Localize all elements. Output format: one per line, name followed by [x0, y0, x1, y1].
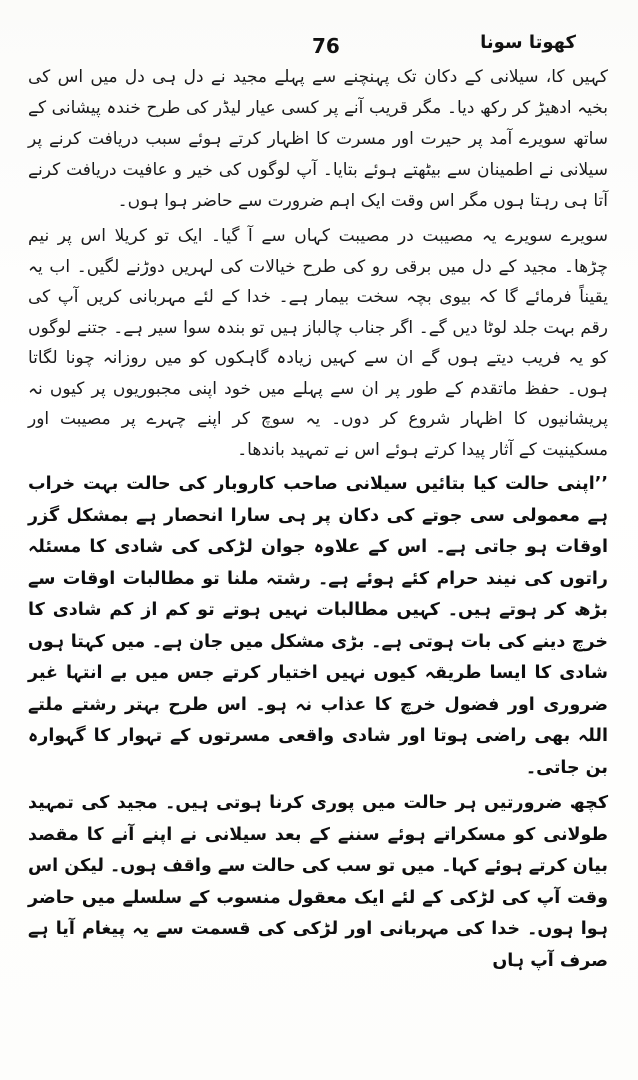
paragraph: کہیں کا، سیلانی کے دکان تک پہنچنے سے پہلے مجید نے دل ہی دل میں اس کی بخیہ ادھیڑ کر رکھ دیا۔ مگر قریب آنے پر کسی عیار لیڈر کی طرح خندہ پیشانی کے ساتھ سویرے آمد پر حیرت اور مسرت کا اظہار کرتے ہوئے سبب دریافت کرنے پر سیلانی نے اطمینان سے بیٹھتے ہوئے بتایا۔ آپ لوگوں کی خیر و عافیت دریافت کرنے آتا ہی رہتا ہوں مگر اس وقت ایک اہم ضرورت سے حاضر ہوا ہوں۔: [28, 67, 608, 211]
paragraph: کچھ ضرورتیں ہر حالت میں پوری کرنا ہوتی ہیں۔ مجید کی تمہید طولانی کو مسکراتے ہوئے سننے کے بعد سیلانی نے اپنے آنے کا مقصد بیان کرتے ہوئے کہا۔ میں تو سب کی حالت سے واقف ہوں۔ لیکن اس وقت آپ کی لڑکی کے لئے ایک معقول منسوب کے سلسلے میں حاضر ہوا ہوں۔ خدا کی مہربانی اور لڑکی کی قسمت سے یہ پیغام آیا ہے صرف آپ ہاں: [28, 793, 608, 971]
page-number: 76: [312, 34, 340, 58]
paragraph: ’’اپنی حالت کیا بتائیں سیلانی صاحب کاروبار کی حالت بہت خراب ہے معمولی سی جوتے کی دکان پر ہی سارا انحصار ہے بمشکل گزر اوقات ہو جاتی ہے۔ اس کے علاوہ جوان لڑکی کی شادی کا مسئلہ راتوں کی نیند حرام کئے ہوئے ہے۔ رشتہ ملنا تو مطالبات اوقات سے بڑھ کر ہوتے ہیں۔ کہیں مطالبات نہیں ہوتے تو کم از کم شادی کا خرچ دینے کی بات ہوتی ہے۔ بڑی مشکل میں جان ہے۔ میں کہتا ہوں شادی کا ایسا طریقہ کیوں نہیں اختیار کرتے جس میں بے انتہا غیر ضروری اور فضول خرچ کا عذاب نہ ہو۔ اس طرح بہتر رشتے ملتے اللہ بھی راضی ہوتا اور شادی واقعی مسرتوں کے تہوار کا گہوارہ بن جاتی۔: [28, 474, 608, 778]
page-header: [0, 30, 638, 60]
running-title: کھوتا سونا: [480, 32, 576, 53]
paragraph: سویرے سویرے یہ مصیبت در مصیبت کہاں سے آ گیا۔ ایک تو کریلا اس پر نیم چڑھا۔ مجید کے دل میں برقی رو کی طرح خیالات کی لہریں دوڑنے لگیں۔ اب یہ یقیناً فرمائے گا کہ بیوی بچہ سخت بیمار ہے۔ خدا کے لئے مہربانی کریں آپ کی رقم بہت جلد لوٹا دیں گے۔ اگر جناب چالباز ہیں تو بندہ سوا سیر ہے۔ جتنے لوگوں کو یہ فریب دیتے ہوں گے ان سے کہیں زیادہ گاہکوں کو میں روزانہ چونا لگاتا ہوں۔ حفظ ماتقدم کے طور پر ان سے پہلے میں خود اپنی مجبوریوں پر کیوں نہ پریشانیوں کا اظہار شروع کر دوں۔ یہ سوچ کر اپنے چہرے پر مصیبت اور مسکینیت کے آثار پیدا کرتے ہوئے اس نے تمہید باندھا۔: [28, 226, 608, 460]
body-text: [28, 62, 608, 977]
